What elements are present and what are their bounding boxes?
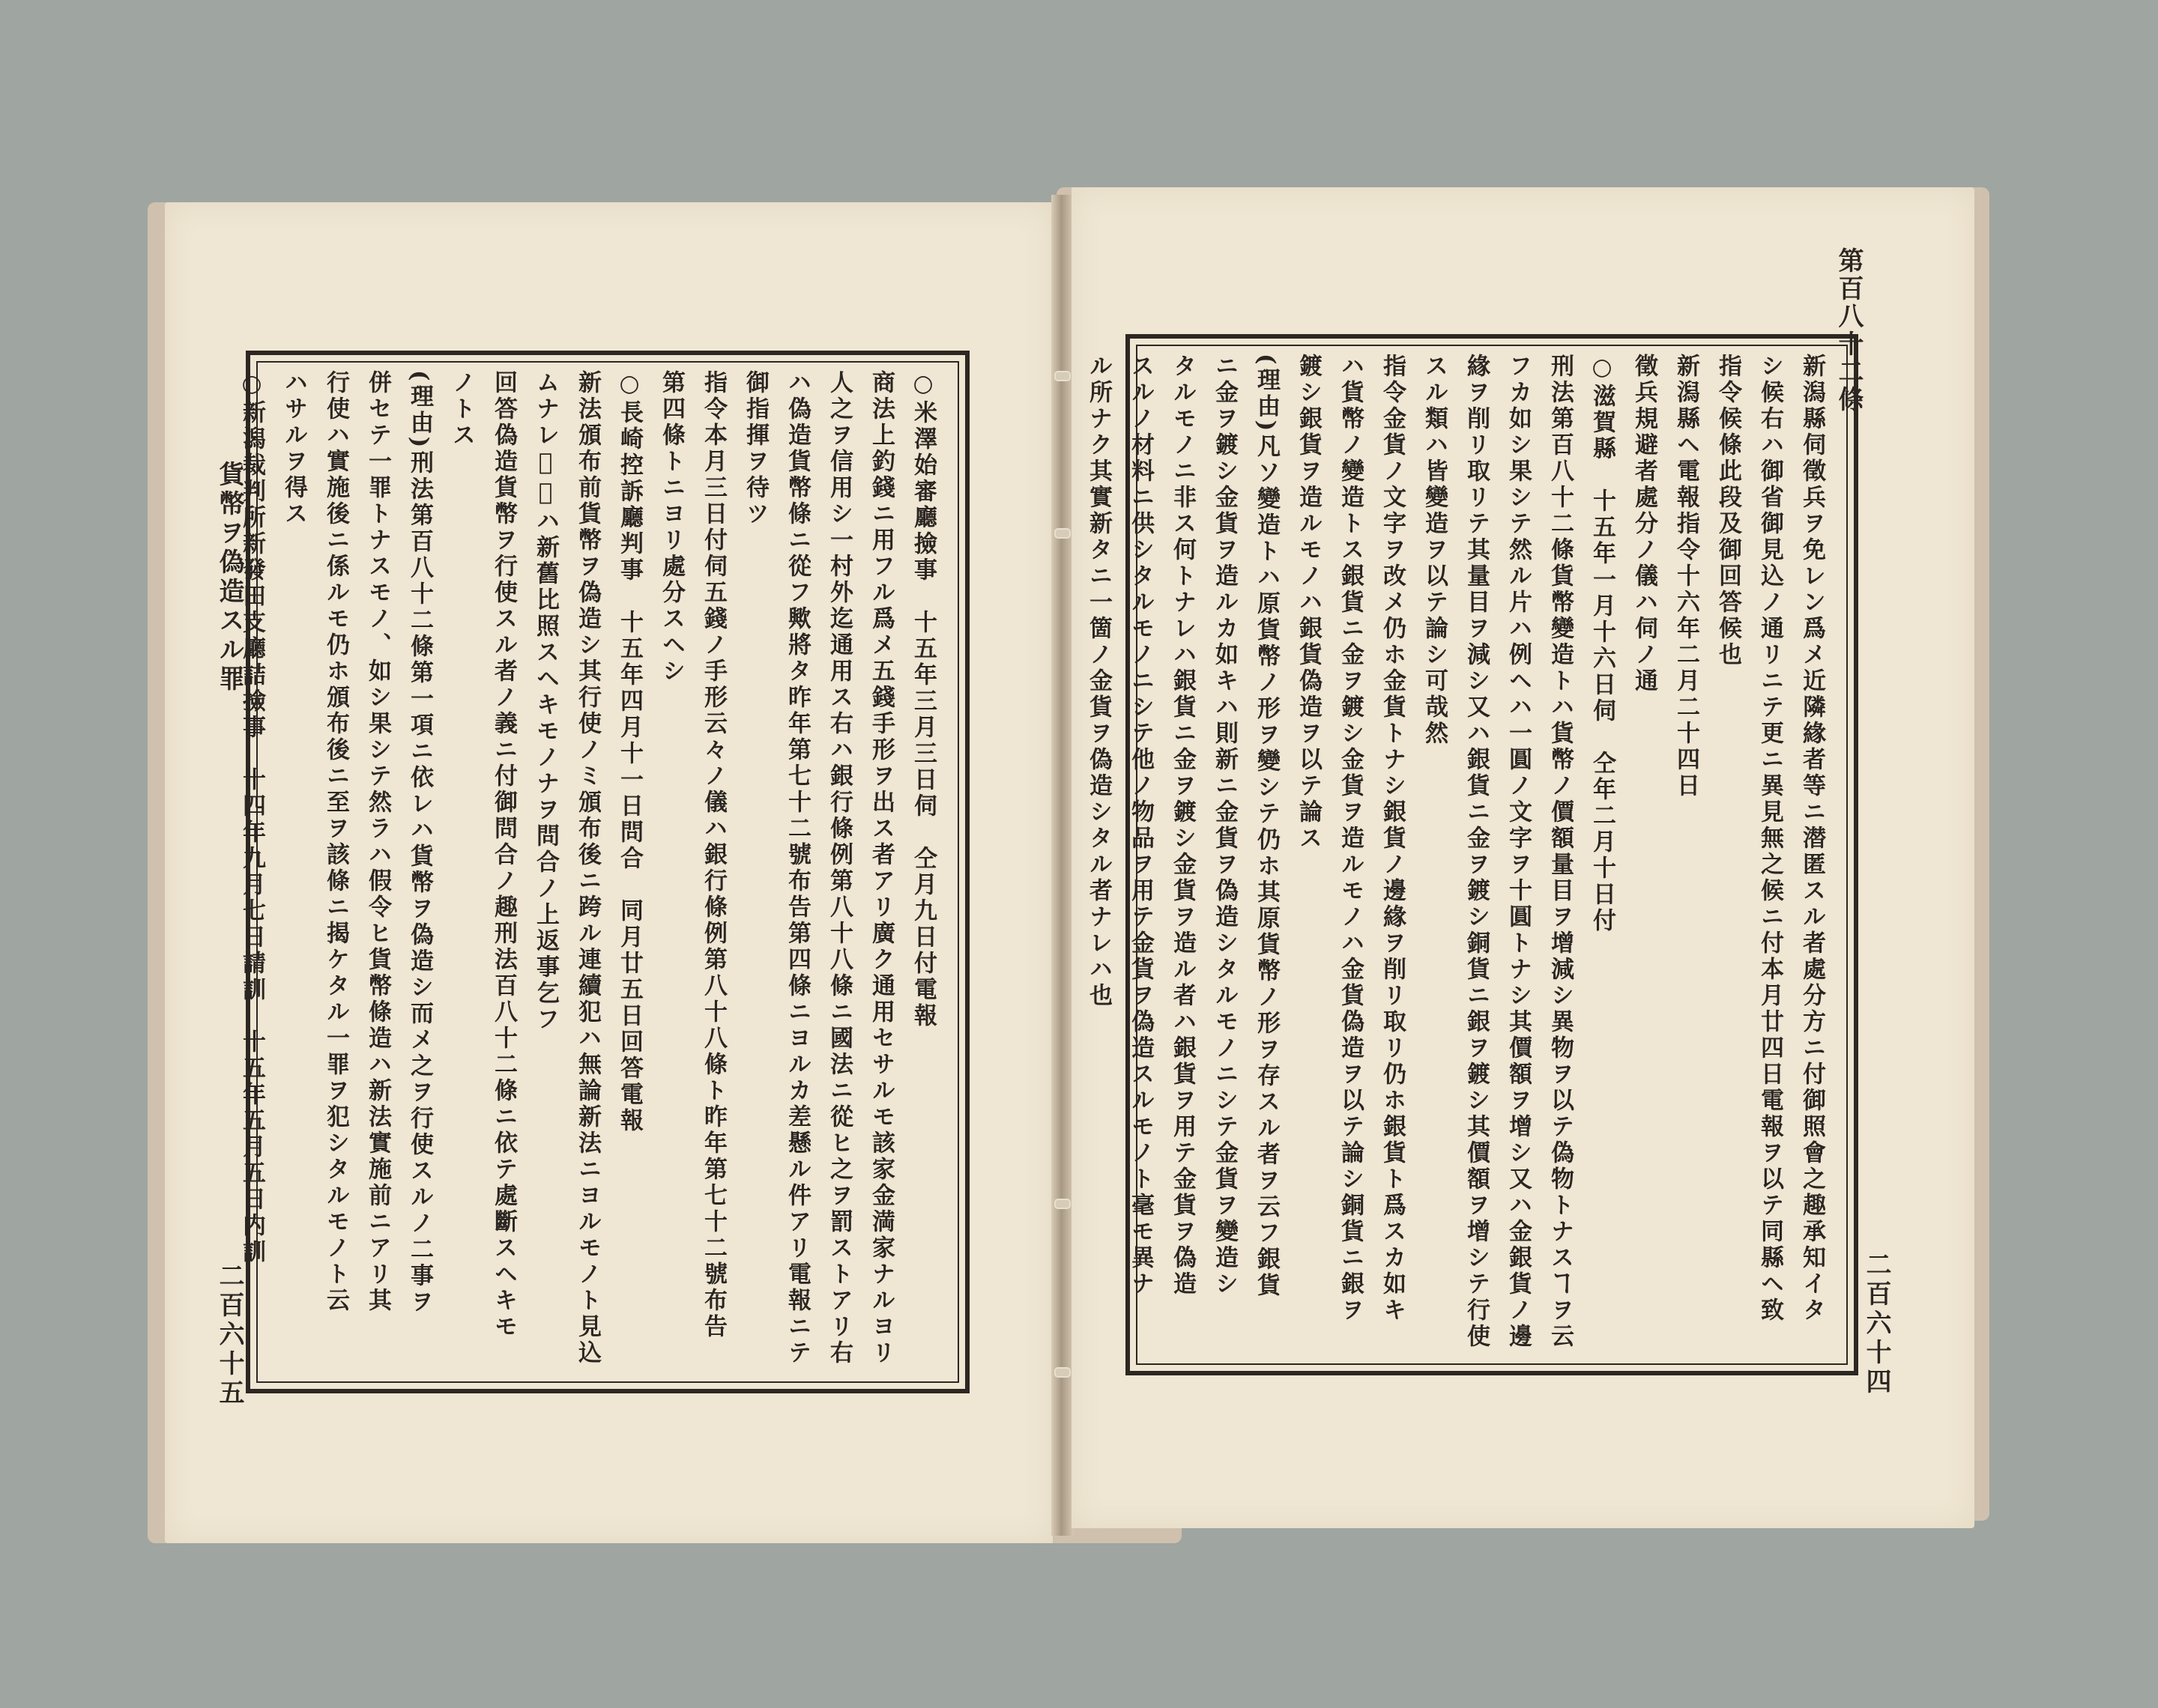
text-line: 商法上釣錢ニ用フル爲メ五錢手形ヲ出ス者アリ廣ク通用セサルモ該家金満家ナルヨリ	[868, 370, 895, 1366]
text-line: フカ如シ果シテ然ル片ハ例ヘハ一圓ノ文字ヲ十圓トナシ其價額ヲ增シ又ハ金銀貨ノ邊	[1505, 354, 1532, 1350]
text-line: ○長崎控訴廳判事 十五年四月十一日問合 同月廿五日回答電報	[616, 370, 643, 1134]
text-line: ○滋賀縣 十五年一月十六日伺 仝年二月十日付	[1589, 354, 1616, 934]
page-number-right: 二百六十四	[1861, 1251, 1891, 1397]
text-line: 併セテ一罪トナスモノ、如シ果シテ然ラハ假令ヒ貨幣條造ハ新法實施前ニアリ其	[364, 370, 391, 1314]
text-line: 緣ヲ削リ取リテ其量目ヲ減シ又ハ銀貨ニ金ヲ鍍シ銅貨ニ銀ヲ鍍シ其價額ヲ增シテ行使	[1463, 354, 1490, 1350]
text-line: ○新潟裁判所新發田支廳詰撿事 十四年九月七日請訓 十五年五月五日内訓	[238, 370, 265, 1265]
binding-stitch	[1054, 371, 1071, 381]
text-line: 指令本月三日付伺五錢ノ手形云々ノ儀ハ銀行條例第八十八條ト昨年第七十二號布告	[700, 370, 727, 1340]
text-line: スルノ材料ニ供シタルモノニシテ他ノ物品ヲ用テ金貨ヲ偽造スルモノト毫モ異ナ	[1127, 354, 1154, 1297]
text-line: 御指揮ヲ待ツ	[742, 370, 769, 527]
text-line: スル類ハ皆變造ヲ以テ論シ可哉然	[1421, 354, 1448, 747]
text-line: ノトス	[448, 370, 475, 449]
text-line: ムナレ𪜈或ハ新舊比照スヘキモノナヲ問合ノ上返事乞フ	[532, 370, 559, 1033]
text-line: 鍍シ銀貨ヲ造ルモノハ銀貨偽造ヲ以テ論ス	[1295, 354, 1322, 852]
text-line: シ候右ハ御省御見込ノ通リニテ更ニ異見無之候ニ付本月廿四日電報ヲ以テ同縣ヘ致	[1756, 354, 1783, 1324]
left-text-column	[238, 370, 944, 1374]
binding-stitch	[1054, 1367, 1071, 1378]
running-head: 貨幣ヲ偽造スル罪	[214, 461, 244, 694]
open-book	[139, 165, 1982, 1581]
text-line: 行使ハ實施後ニ係ルモ仍ホ頒布後ニ至ヲ該條ニ揭ケタル一罪ヲ犯シタルモノト云	[322, 370, 349, 1314]
text-line: ハサルヲ得ス	[280, 370, 307, 527]
right-page	[1072, 187, 1974, 1528]
right-text-frame	[1085, 334, 1858, 1375]
text-line: 新法頒布前貨幣ヲ偽造シ其行使ノミ頒布後ニ跨ル連續犯ハ無論新法ニヨルモノト見込	[574, 370, 601, 1366]
text-line: ニ金ヲ鍍シ金貨ヲ造ルカ如キハ則新ニ金貨ヲ偽造シタルモノニシテ金貨ヲ變造シ	[1211, 354, 1238, 1297]
text-line: 指令金貨ノ文字ヲ改メ仍ホ金貨トナシ銀貨ノ邊緣ヲ削リ取リ仍ホ銀貨ト爲スカ如キ	[1379, 354, 1406, 1324]
text-line: 第四條トニヨリ處分スヘシ	[658, 370, 685, 685]
text-line: 刑法第百八十二條貨幣變造トハ貨幣ノ價額量目ヲ增減シ異物ヲ以テ偽物トナスヿヲ云	[1547, 354, 1574, 1350]
text-line: 回答偽造貨幣ヲ行使スル者ノ義ニ付御問合ノ趣刑法百八十二條ニ依テ處斷スヘキモ	[490, 370, 517, 1340]
binding-stitch	[1054, 1199, 1071, 1209]
text-line: (理由)刑法第百八十二條第一項ニ依レハ貨幣ヲ偽造シ而メ之ヲ行使スルノ二事ヲ	[406, 370, 433, 1316]
text-line: 人之ヲ信用シ一村外迄通用ス右ハ銀行條例第八十八條ニ國法ニ從ヒ之ヲ罰ストアリ右	[826, 370, 853, 1366]
right-text-column	[1085, 354, 1833, 1356]
page-number-left: 二百六十五	[214, 1262, 244, 1408]
text-line: 新潟縣伺徵兵ヲ免レン爲メ近隣緣者等ニ潜匿スル者處分方ニ付御照會之趣承知イタ	[1798, 354, 1825, 1324]
left-text-frame	[238, 351, 970, 1393]
text-line: 徵兵規避者處分ノ儀ハ伺ノ通	[1630, 354, 1657, 694]
text-line: ル所ナク其實新タニ一箇ノ金貨ヲ偽造シタル者ナレハ也	[1085, 354, 1112, 1009]
book-gutter	[1051, 195, 1074, 1536]
text-line: ハ貨幣ノ變造トス銀貨ニ金ヲ鍍シ金貨ヲ造ルモノハ金貨偽造ヲ以テ論シ銅貨ニ銀ヲ	[1337, 354, 1364, 1324]
text-line: ○米澤始審廳撿事 十五年三月三日伺 仝月九日付電報	[910, 370, 937, 1029]
binding-stitch	[1054, 528, 1071, 539]
text-line: ハ偽造貨幣條ニ從フ歟將タ昨年第七十二號布告第四條ニヨルカ差懸ル件アリ電報ニテ	[784, 370, 811, 1366]
text-line: 新潟縣ヘ電報指令十六年二月二十四日	[1672, 354, 1699, 799]
text-line: タルモノニ非ス何トナレハ銀貨ニ金ヲ鍍シ金貨ヲ造ル者ハ銀貨ヲ用テ金貨ヲ偽造	[1169, 354, 1196, 1297]
text-line: 指令候條此段及御回答候也	[1714, 354, 1741, 668]
text-line: (理由)凡ソ變造トハ原貨幣ノ形ヲ變シテ仍ホ其原貨幣ノ形ヲ存スル者ヲ云フ銀貨	[1253, 354, 1280, 1300]
article-heading: 第百八十二條	[1834, 247, 1864, 414]
left-page	[165, 202, 1053, 1543]
